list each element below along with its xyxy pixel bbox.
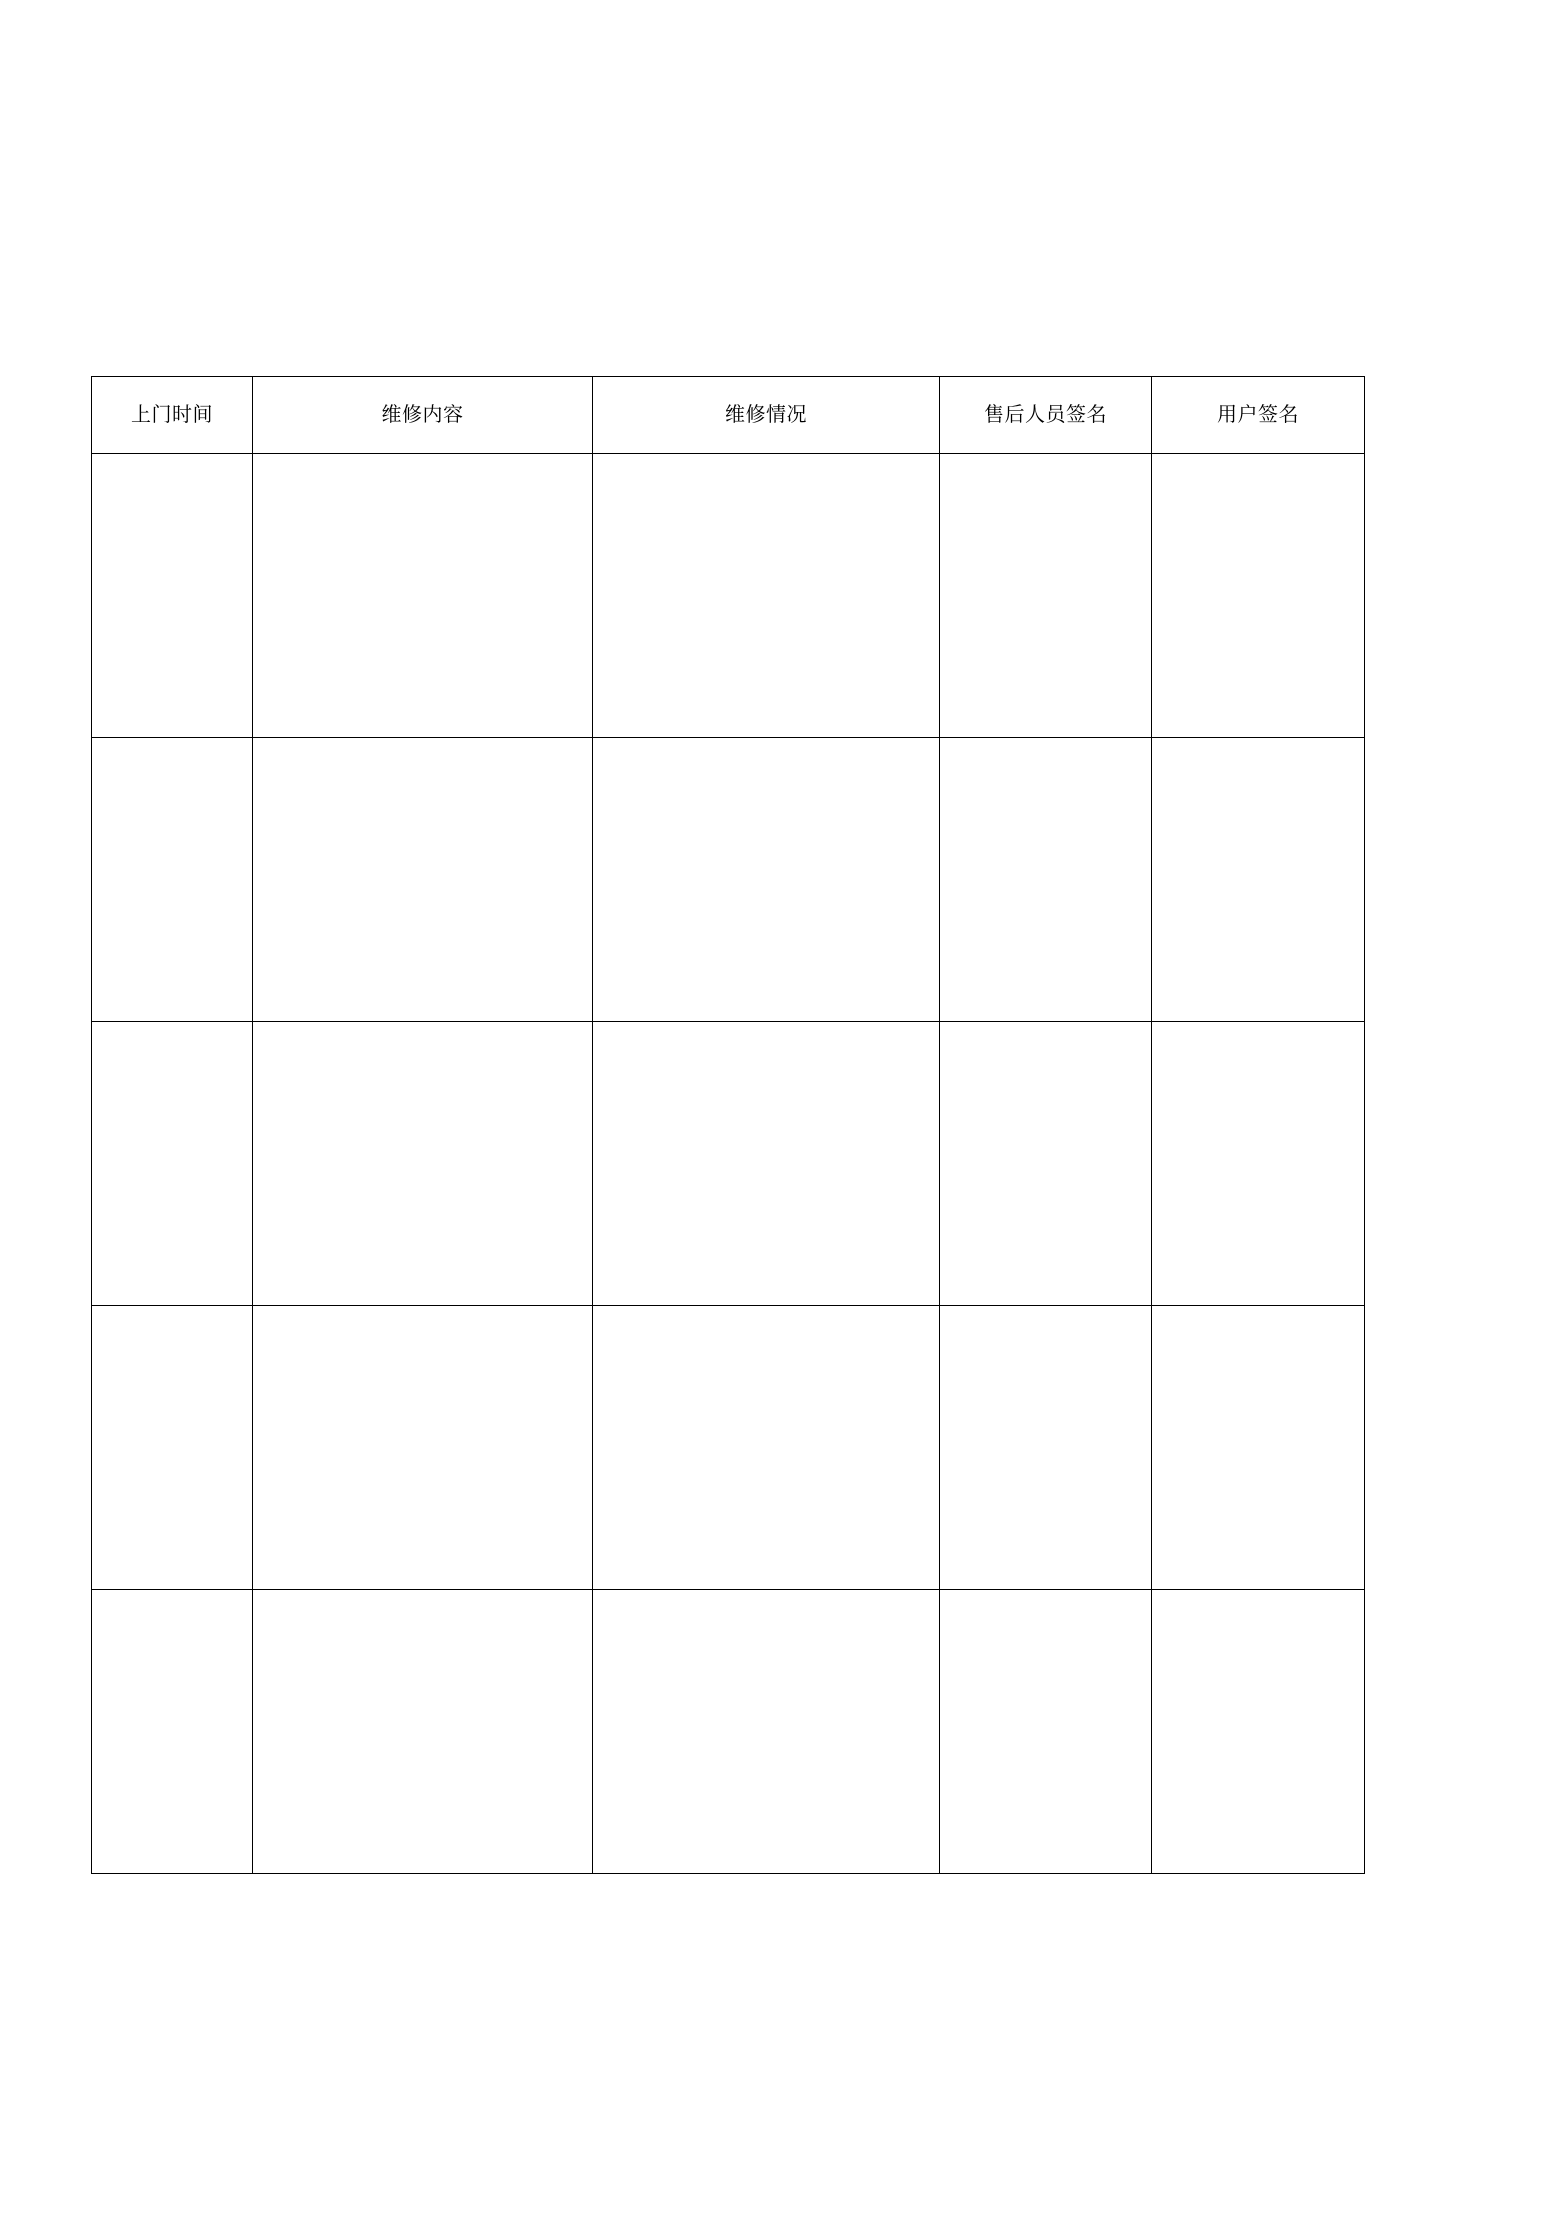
cell-value — [1152, 1022, 1364, 1305]
cell-value — [593, 454, 939, 737]
column-header-label: 上门时间 — [131, 404, 213, 426]
cell-user-signature[interactable] — [1152, 1022, 1365, 1306]
cell-value — [940, 1306, 1151, 1589]
cell-value — [940, 454, 1151, 737]
cell-visit-time[interactable] — [92, 1590, 253, 1874]
column-header-label: 用户签名 — [1217, 404, 1299, 426]
cell-repair-status[interactable] — [593, 1306, 940, 1590]
cell-staff-signature[interactable] — [940, 738, 1152, 1022]
table-header-row — [92, 377, 1365, 454]
column-header-user-signature — [1152, 377, 1365, 454]
repair-record-table — [91, 376, 1365, 1874]
cell-value — [92, 738, 252, 1021]
column-header-repair-status — [593, 377, 940, 454]
cell-value — [1152, 738, 1364, 1021]
cell-visit-time[interactable] — [92, 454, 253, 738]
cell-staff-signature[interactable] — [940, 1306, 1152, 1590]
cell-value — [593, 738, 939, 1021]
cell-value — [253, 454, 592, 737]
cell-repair-status[interactable] — [593, 454, 940, 738]
repair-record-table-container — [91, 376, 1364, 1874]
cell-value — [1152, 1306, 1364, 1589]
cell-repair-content[interactable] — [253, 454, 593, 738]
cell-value — [1152, 1590, 1364, 1873]
cell-visit-time[interactable] — [92, 1306, 253, 1590]
cell-user-signature[interactable] — [1152, 1306, 1365, 1590]
cell-value — [253, 1590, 592, 1873]
cell-staff-signature[interactable] — [940, 1022, 1152, 1306]
table-row — [92, 1306, 1365, 1590]
cell-user-signature[interactable] — [1152, 1590, 1365, 1874]
column-header-label: 维修情况 — [725, 404, 807, 426]
cell-value — [940, 1590, 1151, 1873]
column-header-repair-content — [253, 377, 593, 454]
cell-value — [593, 1590, 939, 1873]
cell-value — [1152, 454, 1364, 737]
cell-value — [593, 1306, 939, 1589]
cell-staff-signature[interactable] — [940, 454, 1152, 738]
cell-repair-content[interactable] — [253, 1306, 593, 1590]
cell-user-signature[interactable] — [1152, 454, 1365, 738]
table-row — [92, 1590, 1365, 1874]
cell-visit-time[interactable] — [92, 1022, 253, 1306]
cell-repair-content[interactable] — [253, 1022, 593, 1306]
cell-user-signature[interactable] — [1152, 738, 1365, 1022]
cell-value — [940, 1022, 1151, 1305]
column-header-staff-signature — [940, 377, 1152, 454]
table-row — [92, 738, 1365, 1022]
cell-value — [253, 1306, 592, 1589]
cell-staff-signature[interactable] — [940, 1590, 1152, 1874]
cell-repair-status[interactable] — [593, 1022, 940, 1306]
column-header-visit-time — [92, 377, 253, 454]
cell-value — [940, 738, 1151, 1021]
cell-value — [92, 1022, 252, 1305]
cell-repair-status[interactable] — [593, 1590, 940, 1874]
cell-value — [92, 1590, 252, 1873]
cell-repair-content[interactable] — [253, 738, 593, 1022]
cell-value — [253, 738, 592, 1021]
cell-value — [92, 454, 252, 737]
table-row — [92, 454, 1365, 738]
table-row — [92, 1022, 1365, 1306]
cell-repair-content[interactable] — [253, 1590, 593, 1874]
cell-value — [593, 1022, 939, 1305]
cell-visit-time[interactable] — [92, 738, 253, 1022]
column-header-label: 维修内容 — [381, 404, 464, 426]
cell-value — [253, 1022, 592, 1305]
cell-repair-status[interactable] — [593, 738, 940, 1022]
cell-value — [92, 1306, 252, 1589]
column-header-label: 售后人员签名 — [984, 404, 1107, 426]
